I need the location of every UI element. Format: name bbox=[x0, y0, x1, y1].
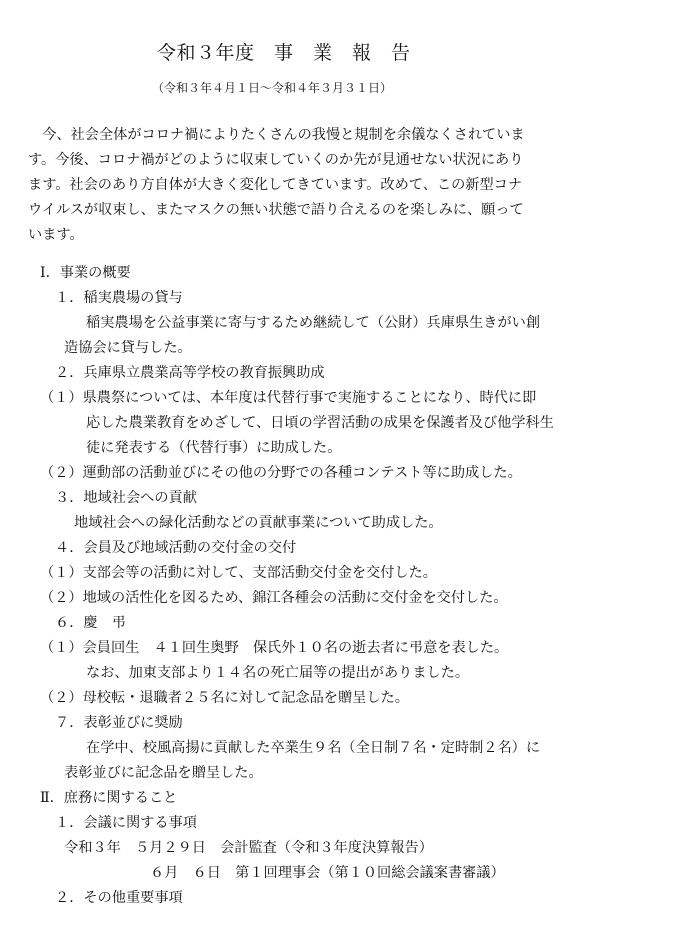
sub-item: （２）地域の活性化を図るため、錦江各種会の活動に交付金を交付した。 bbox=[40, 590, 508, 606]
body-line: 在学中、校風高揚に貢献した卒業生９名（全日制７名・定時制２名）に bbox=[86, 740, 541, 756]
item-heading: ２．兵庫県立農業高等学校の教育振興助成 bbox=[55, 365, 325, 381]
intro-line: す。今後、コロナ禍がどのように収束していくのか先が見通せない状況にあり bbox=[28, 152, 524, 168]
item-heading: ３．地域社会への貢献 bbox=[55, 490, 197, 506]
sub-item: （２）母校転・退職者２５名に対して記念品を贈呈した。 bbox=[40, 690, 409, 706]
section-heading: Ⅱ．庶務に関すること bbox=[40, 790, 178, 806]
item-heading: ７．表彰並びに奨励 bbox=[55, 715, 183, 731]
item-heading: １．会議に関する事項 bbox=[55, 815, 197, 831]
sub-item: （１）会員回生 ４１回生奥野 保氏外１０名の逝去者に弔意を表した。 bbox=[40, 640, 509, 656]
intro-line: 今、社会全体がコロナ禍によりたくさんの我慢と規制を余儀なくされていま bbox=[28, 127, 525, 143]
item-heading: ４．会員及び地域活動の交付金の交付 bbox=[55, 540, 297, 556]
body-line: 応した農業教育をめざして、日頃の学習活動の成果を保護者及び他学科生 bbox=[86, 415, 554, 431]
body-line: 造協会に貸与した。 bbox=[64, 340, 192, 356]
report-title: 令和３年度 事 業 報 告 bbox=[157, 42, 411, 64]
item-heading: ２．その他重要事項 bbox=[55, 890, 183, 906]
intro-line: ます。社会のあり方自体が大きく変化してきています。改めて、この新型コナ bbox=[28, 177, 523, 193]
body-line: 表彰並びに記念品を贈呈した。 bbox=[64, 765, 263, 781]
item-heading: ６．慶 弔 bbox=[55, 615, 126, 631]
sub-item: （２）運動部の活動並びにその他の分野での各種コンテスト等に助成した。 bbox=[40, 465, 522, 481]
sub-item: （１）支部会等の活動に対して、支部活動交付金を交付した。 bbox=[40, 565, 437, 581]
body-line: 地域社会への緑化活動などの貢献事業について助成した。 bbox=[74, 515, 443, 531]
body-line: 令和３年 ５月２９日 会計監査（令和３年度決算報告） bbox=[64, 840, 433, 856]
section-heading: Ⅰ．事業の概要 bbox=[40, 265, 131, 281]
item-heading: １．稲実農場の貸与 bbox=[55, 290, 183, 306]
intro-line: ウイルスが収束し、またマスクの無い状態で語り合えるのを楽しみに、願って bbox=[28, 202, 524, 218]
report-period: （令和３年４月１日～令和４年３月３１日） bbox=[152, 81, 393, 95]
body-line: なお、加東支部より１４名の死亡届等の提出がありました。 bbox=[86, 665, 470, 681]
body-line: ６月 ６日 第１回理事会（第１０回総会議案書審議） bbox=[150, 865, 505, 881]
body-line: 稲実農場を公益事業に寄与するため継続して（公財）兵庫県生きがい創 bbox=[86, 315, 541, 331]
body-line: 徒に発表する（代替行事）に助成した。 bbox=[86, 440, 342, 456]
sub-item: （１）県農祭については、本年度は代替行事で実施することになり、時代に即 bbox=[40, 390, 537, 406]
intro-line: います。 bbox=[28, 227, 84, 243]
